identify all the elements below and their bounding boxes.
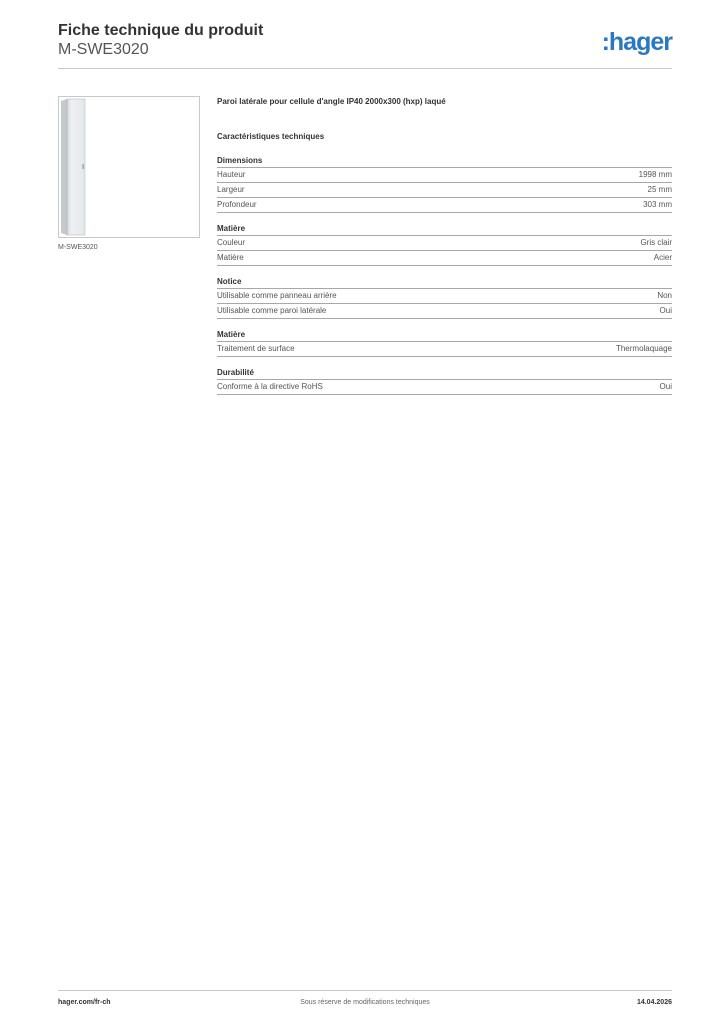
spec-value: Non [657, 291, 672, 300]
spec-row [217, 198, 672, 213]
document-title: Fiche technique du produit [58, 22, 264, 39]
spec-label: Utilisable comme panneau arrière [217, 291, 337, 300]
section-heading: Notice [217, 275, 672, 289]
product-content [217, 96, 672, 395]
spec-section [217, 275, 672, 319]
spec-sections [217, 154, 672, 395]
spec-label: Largeur [217, 185, 245, 194]
spec-value: Acier [653, 253, 672, 262]
section-heading: Durabilité [217, 366, 672, 380]
spec-value: Gris clair [640, 238, 672, 247]
spec-value: 1998 mm [638, 170, 672, 179]
spec-value: 303 mm [643, 200, 672, 209]
spec-value: Oui [659, 382, 672, 391]
header-divider [58, 68, 672, 69]
spec-label: Hauteur [217, 170, 246, 179]
spec-section [217, 222, 672, 266]
specs-title: Caractéristiques techniques [217, 132, 325, 141]
spec-label: Matière [217, 253, 244, 262]
footer-date: 14.04.2026 [636, 999, 672, 1006]
spec-row [217, 251, 672, 266]
section-heading: Dimensions [217, 154, 672, 168]
spec-section [217, 154, 672, 213]
product-reference: M-SWE3020 [58, 41, 149, 58]
spec-row [217, 342, 672, 357]
spec-label: Couleur [217, 238, 246, 247]
spec-row [217, 183, 672, 198]
side-panel-illustration [59, 97, 199, 237]
product-description: Paroi latérale pour cellule d'angle IP40 2000x300 (hxp) laqué [217, 97, 446, 106]
product-image [58, 96, 200, 238]
spec-row [217, 380, 672, 395]
spec-section [217, 328, 672, 357]
section-heading: Matière [217, 222, 672, 236]
image-caption: M-SWE3020 [58, 244, 98, 251]
spec-label: Utilisable comme paroi latérale [217, 306, 327, 315]
spec-section [217, 366, 672, 395]
section-heading: Matière [217, 328, 672, 342]
spec-value: 25 mm [647, 185, 672, 194]
page-footer [58, 999, 672, 1009]
spec-row [217, 304, 672, 319]
hager-logo: :hager [601, 28, 672, 56]
spec-row [217, 236, 672, 251]
spec-label: Traitement de surface [217, 344, 295, 353]
spec-value: Thermolaquage [615, 344, 672, 353]
spec-label: Profondeur [217, 200, 257, 209]
spec-row [217, 168, 672, 183]
footer-website[interactable]: hager.com/fr-ch [58, 999, 111, 1006]
footer-divider [58, 990, 672, 991]
spec-label: Conforme à la directive RoHS [217, 382, 323, 391]
spec-row [217, 289, 672, 304]
page-header [58, 21, 672, 69]
footer-disclaimer: Sous réserve de modifications techniques [300, 999, 430, 1006]
spec-value: Oui [659, 306, 672, 315]
